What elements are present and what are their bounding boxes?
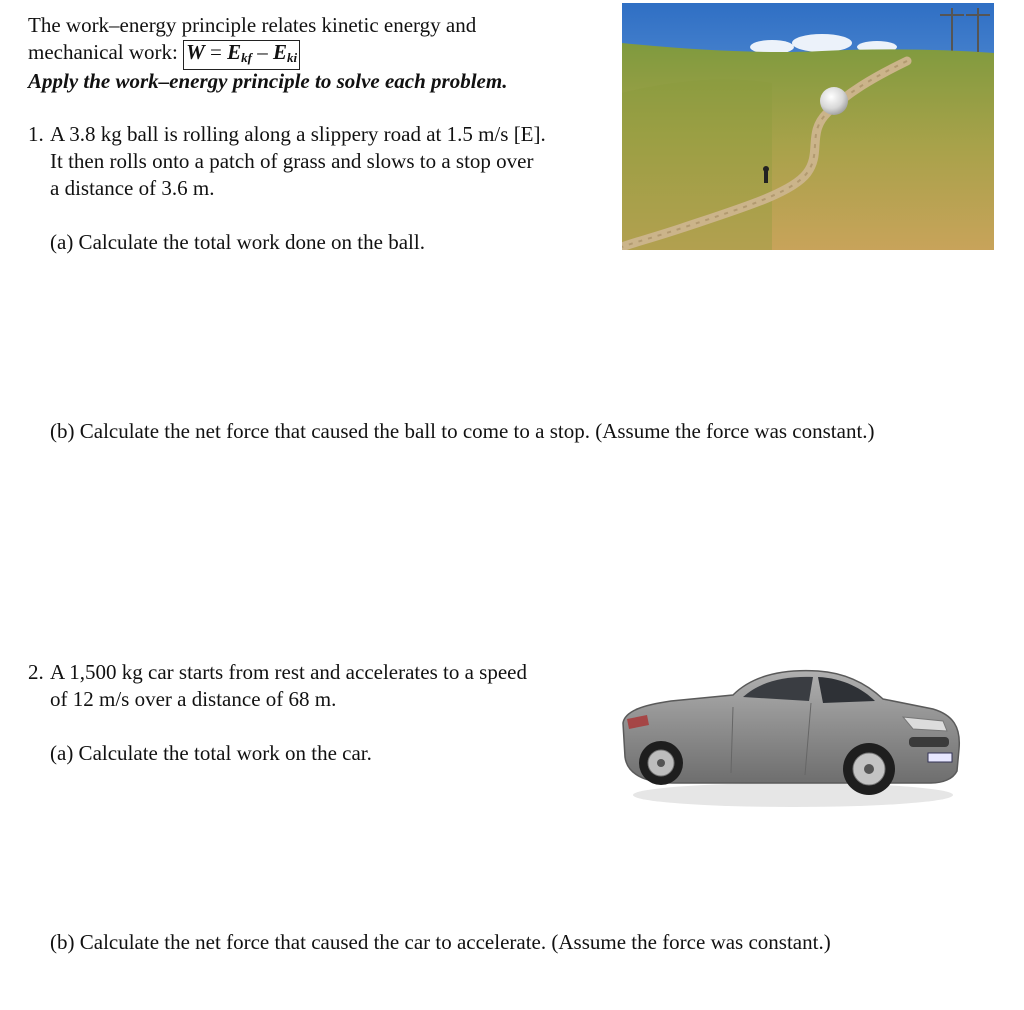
instruction: Apply the work–energy principle to solve each problem. — [28, 69, 508, 93]
problem-2-part-a: (a) Calculate the total work on the car. — [50, 741, 372, 765]
sedan-illustration — [613, 645, 970, 815]
problem-1-number: 1. — [28, 122, 44, 146]
ball-on-grass-photo — [622, 3, 994, 250]
problem-1-part-a: (a) Calculate the total work done on the ball. — [50, 230, 425, 254]
car-photo — [613, 645, 970, 815]
rear-wheel — [639, 741, 683, 785]
problem-1-line-3: a distance of 3.6 m. — [50, 176, 215, 200]
problem-1-part-b: (b) Calculate the net force that caused the ball to come to a stop. (Assume the force was constant.) — [50, 419, 875, 443]
intro-line-1: The work–energy principle relates kinetic energy and — [28, 13, 477, 37]
grass-hill-illustration — [622, 3, 994, 250]
problem-1-line-1: A 3.8 kg ball is rolling along a slippery road at 1.5 m/s [E]. — [50, 122, 546, 146]
problem-1-line-2: It then rolls onto a patch of grass and slows to a stop over — [50, 149, 534, 173]
front-wheel — [843, 743, 895, 795]
problem-2-line-1: A 1,500 kg car starts from rest and accelerates to a speed — [50, 660, 527, 684]
problem-2-line-2: of 12 m/s over a distance of 68 m. — [50, 687, 337, 711]
zorb-ball — [820, 87, 848, 115]
intro-line-2 — [28, 39, 300, 70]
intro-line-2-prefix: mechanical work: — [28, 40, 178, 64]
problem-2-number: 2. — [28, 660, 44, 684]
work-energy-formula: $W = E_{kf} - E_{ki}$ — [183, 40, 300, 70]
problem-2-part-b: (b) Calculate the net force that caused the car to accelerate. (Assume the force was constant.) — [50, 930, 831, 954]
